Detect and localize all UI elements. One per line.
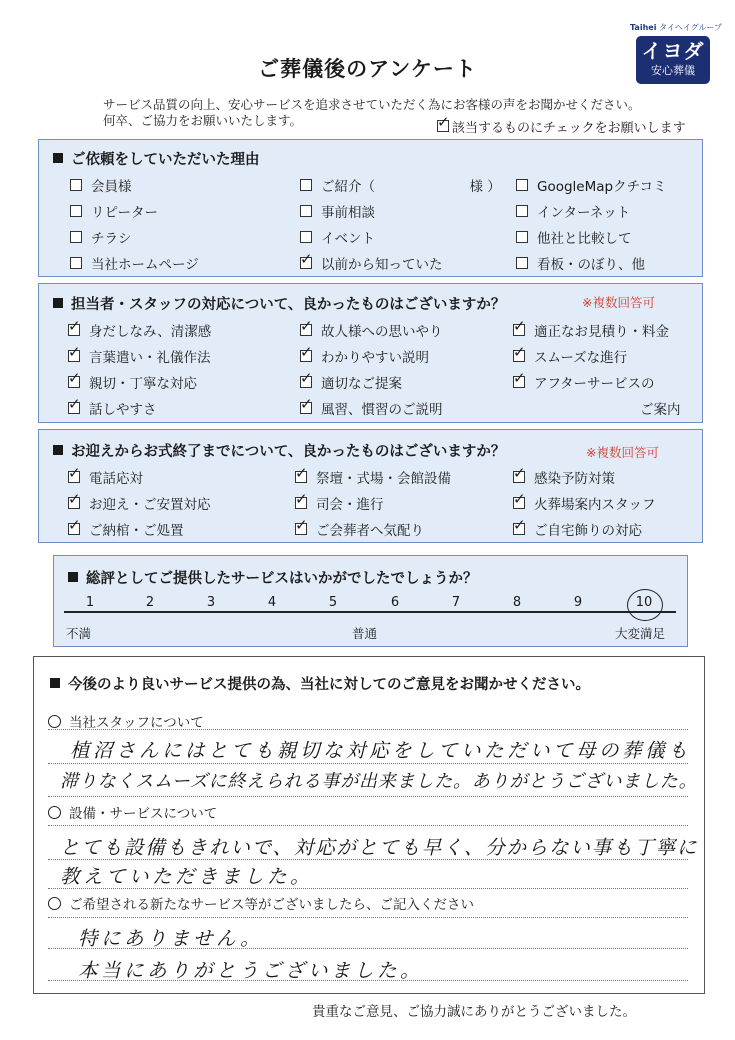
page-title: ご葬儀後のアンケート — [258, 57, 477, 81]
checkbox[interactable] — [70, 205, 82, 217]
instruction-text: 該当するものにチェックをお願いします — [452, 121, 686, 136]
answer-staff-line-2: 滞りなくスムーズに終えられる事が出来ました。ありがとうございました。 — [60, 771, 698, 792]
staff-option-label: 身だしなみ、清潔感 — [89, 324, 212, 340]
checked-checkbox[interactable] — [513, 324, 525, 336]
reason-option — [516, 201, 630, 221]
staff-option-label: 故人様への思いやり — [321, 324, 443, 340]
rating-high-label: 大変満足 — [615, 626, 666, 641]
checkbox[interactable] — [516, 257, 528, 269]
service-option-label: ご納棺・ご処置 — [89, 523, 184, 539]
reason-option — [70, 201, 158, 221]
staff-option-label: 親切・丁寧な対応 — [89, 376, 197, 392]
rating-number[interactable]: 1 — [85, 595, 95, 610]
staff-option-label: 適切なご提案 — [321, 376, 402, 392]
staff-option — [640, 398, 681, 418]
staff-option — [300, 346, 429, 366]
checked-checkbox[interactable] — [68, 376, 80, 388]
service-option-label: 火葬場案内スタッフ — [534, 497, 656, 513]
rating-selected-circle — [627, 589, 663, 621]
reason-option — [300, 253, 443, 273]
dotted-line — [48, 825, 688, 826]
service-option-label: 祭壇・式場・会館設備 — [316, 471, 451, 487]
checked-checkbox[interactable] — [513, 471, 525, 483]
checked-checkbox[interactable] — [68, 497, 80, 509]
checkbox[interactable] — [516, 231, 528, 243]
rating-mid-label: 普通 — [352, 626, 378, 641]
rating-number[interactable]: 7 — [451, 595, 461, 610]
checked-checkbox[interactable] — [295, 471, 307, 483]
rating-low-label: 不満 — [66, 626, 92, 641]
service-option — [295, 493, 384, 513]
checkbox[interactable] — [70, 257, 82, 269]
instruction — [437, 117, 686, 136]
logo-sub: 安心葬儀 — [651, 64, 695, 77]
intro-line-2: 何卒、ご協力をお願いいたします。 — [103, 113, 303, 128]
reason-option-label: 会員様 — [91, 179, 132, 195]
section-service-title: お迎えからお式終了までについて、良かったものはございますか？ — [53, 440, 505, 461]
reason-option — [516, 175, 667, 195]
staff-option-label: 適正なお見積り・料金 — [534, 324, 669, 340]
checked-checkbox[interactable] — [513, 376, 525, 388]
reason-option-label: チラシ — [91, 231, 132, 247]
rating-number[interactable]: 2 — [145, 595, 155, 610]
staff-option — [300, 398, 443, 418]
checked-checkbox[interactable] — [513, 350, 525, 362]
service-option — [68, 467, 143, 487]
checkbox[interactable] — [70, 231, 82, 243]
section-feedback-title: 今後のより良いサービス提供の為、当社に対してのご意見をお聞かせください。 — [50, 673, 590, 694]
dotted-line — [48, 917, 688, 918]
answer-facility-line-1: とても設備もきれいで、対応がとても早く、分からない事も丁寧に — [60, 836, 699, 859]
reason-option — [70, 175, 132, 195]
staff-option — [513, 320, 669, 340]
section-reason-title: ご依頼をしていただいた理由 — [53, 148, 260, 169]
reason-option-label: GoogleMapクチコミ — [537, 179, 667, 195]
rating-number[interactable]: 4 — [267, 595, 277, 610]
logo-group-text: タイヘイグループ — [658, 23, 723, 32]
question-new-service: ご希望される新たなサービス等がございましたら、ご記入ください — [48, 893, 474, 913]
dotted-line — [48, 796, 688, 797]
checked-checkbox[interactable] — [513, 523, 525, 535]
service-option-label: 電話応対 — [89, 471, 143, 487]
logo-company-text: Taihei — [630, 23, 657, 32]
reason-option-label: 看板・のぼり、他 — [537, 257, 645, 273]
reason-option-label: 事前相談 — [321, 205, 375, 221]
question-staff: 当社スタッフについて — [48, 711, 204, 731]
rating-number[interactable]: 8 — [512, 595, 522, 610]
reason-option-label: イベント — [321, 231, 375, 247]
rating-number[interactable]: 6 — [390, 595, 400, 610]
checked-checkbox[interactable] — [300, 402, 312, 414]
reason-option — [300, 201, 375, 221]
reason-option-label: リピーター — [91, 205, 158, 221]
checkbox[interactable] — [300, 205, 312, 217]
dotted-line — [48, 763, 688, 764]
staff-option — [68, 346, 211, 366]
logo-name: イヨダ — [641, 39, 705, 63]
staff-option — [68, 398, 157, 418]
rating-number[interactable]: 9 — [573, 595, 583, 610]
dotted-line — [48, 948, 688, 949]
checkbox[interactable] — [516, 179, 528, 191]
staff-option — [513, 346, 627, 366]
reason-option-label: ご紹介（ 様 ） — [321, 179, 501, 195]
multiple-answer-note: ※複数回答可 — [586, 445, 659, 460]
check-icon — [437, 120, 449, 132]
answer-new-service-line-2: 本当にありがとうございました。 — [78, 959, 424, 982]
rating-number[interactable]: 5 — [328, 595, 338, 610]
checked-checkbox[interactable] — [68, 350, 80, 362]
checked-checkbox[interactable] — [295, 523, 307, 535]
checkbox[interactable] — [70, 179, 82, 191]
checked-checkbox[interactable] — [68, 471, 80, 483]
service-option — [295, 519, 424, 539]
answer-facility-line-2: 教えていただきました。 — [60, 865, 314, 888]
staff-option-label: わかりやすい説明 — [321, 350, 429, 366]
staff-option — [68, 372, 197, 392]
reason-option — [516, 227, 632, 247]
intro-line-1: サービス品質の向上、安心サービスを追求させていただく為にお客様の声をお聞かせください。 — [103, 97, 641, 112]
dotted-line — [48, 859, 688, 860]
checkbox[interactable] — [300, 179, 312, 191]
footer-thanks: 貴重なご意見、ご協力誠にありがとうございました。 — [312, 1004, 636, 1020]
staff-option-label: スムーズな進行 — [534, 350, 628, 366]
checked-checkbox[interactable] — [68, 324, 80, 336]
multiple-answer-note: ※複数回答可 — [582, 295, 655, 310]
service-option-label: お迎え・ご安置対応 — [89, 497, 211, 513]
staff-option-label: 言葉遣い・礼儀作法 — [89, 350, 211, 366]
service-option-label: 司会・進行 — [316, 497, 384, 513]
checked-checkbox[interactable] — [300, 257, 312, 269]
staff-option — [300, 320, 443, 340]
service-option — [513, 467, 615, 487]
checked-checkbox[interactable] — [300, 324, 312, 336]
section-rating-title: 総評としてご提供したサービスはいかがでしたでしょうか？ — [68, 567, 478, 588]
answer-new-service-line-1: 特にありません。 — [78, 927, 264, 950]
checked-checkbox[interactable] — [295, 497, 307, 509]
service-option — [513, 519, 642, 539]
checkbox[interactable] — [516, 205, 528, 217]
staff-option-label: 話しやすさ — [89, 402, 157, 418]
reason-option — [70, 227, 132, 247]
checked-checkbox[interactable] — [300, 350, 312, 362]
reason-option-label: 他社と比較して — [537, 231, 632, 247]
service-option-label: ご自宅飾りの対応 — [534, 523, 642, 539]
answer-staff-line-1: 植沼さんにはとても親切な対応をしていただいて母の葬儀も — [70, 739, 692, 762]
checked-checkbox[interactable] — [68, 402, 80, 414]
reason-option-label: インターネット — [537, 205, 631, 221]
service-option — [295, 467, 451, 487]
rating-scale-line — [64, 611, 676, 613]
reason-option — [516, 253, 645, 273]
staff-option — [300, 372, 402, 392]
section-staff-title: 担当者・スタッフの対応について、良かったものはございますか？ — [53, 293, 505, 314]
service-option — [68, 519, 184, 539]
reason-option-label: 当社ホームページ — [91, 257, 199, 273]
reason-option — [300, 175, 501, 195]
dotted-line — [48, 980, 688, 981]
staff-option-label: 風習、慣習のご説明 — [321, 402, 443, 418]
checked-checkbox[interactable] — [513, 497, 525, 509]
checkbox[interactable] — [300, 231, 312, 243]
reason-option — [300, 227, 375, 247]
checked-checkbox[interactable] — [300, 376, 312, 388]
service-option-label: ご会葬者へ気配り — [316, 523, 424, 539]
rating-number[interactable]: 3 — [206, 595, 216, 610]
service-option — [68, 493, 211, 513]
dotted-line — [48, 729, 688, 730]
staff-option — [68, 320, 211, 340]
service-option — [513, 493, 656, 513]
staff-option — [513, 372, 655, 392]
staff-option-label: アフターサービスの — [534, 376, 655, 392]
checked-checkbox[interactable] — [68, 523, 80, 535]
service-option-label: 感染予防対策 — [534, 471, 615, 487]
staff-option-label: ご案内 — [640, 402, 681, 418]
dotted-line — [48, 888, 688, 889]
reason-option — [70, 253, 199, 273]
reason-option-label: 以前から知っていた — [321, 257, 443, 273]
rating-number[interactable]: 10 — [635, 595, 653, 610]
question-facility: 設備・サービスについて — [48, 802, 217, 822]
